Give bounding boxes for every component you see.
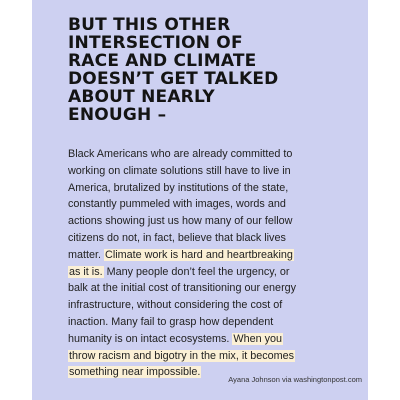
body-text-segment: Black Americans who are already committed to [68, 148, 293, 160]
headline-line: BUT THIS OTHER [68, 15, 231, 35]
body-text-segment: infrastructure, without considering the cost of [68, 299, 283, 312]
body-text-segment: matter. [68, 248, 105, 261]
headline-line: DOESN’T GET TALKED [68, 69, 279, 89]
source-credit: Ayana Johnson via washingtonpost.com [228, 375, 362, 384]
headline-line: ABOUT NEARLY [68, 87, 215, 107]
body-text-segment: actions showing just us how many of our fellow [68, 215, 293, 228]
highlighted-text: something near impossible. [69, 366, 201, 379]
body-line [68, 163, 344, 180]
highlighted-text: When you [233, 332, 283, 345]
body-line [68, 314, 344, 331]
body-text-segment: America, brutalized by institutions of the state, [68, 181, 289, 194]
quote-card [32, 0, 368, 400]
headline-line: RACE AND CLIMATE [68, 51, 257, 71]
body-text-segment: balk at the initial cost of transitioning our energy [68, 282, 297, 295]
body-line [68, 264, 344, 281]
highlighted-text: Climate work is hard and heartbreaking [105, 248, 293, 261]
headline-line: ENOUGH – [68, 105, 167, 125]
body-line [68, 297, 344, 314]
body-text-segment: inaction. Many fail to grasp how dependent [68, 315, 274, 328]
body-line [68, 213, 344, 230]
body-paragraph [68, 146, 344, 381]
highlighted-text: throw racism and bigotry in the mix, it becomes [69, 349, 295, 362]
headline-line: INTERSECTION OF [68, 33, 243, 53]
body-text-segment: citizens do not, in fact, believe that black lives [68, 231, 286, 244]
body-line [68, 196, 344, 213]
body-line [68, 180, 344, 197]
body-text-segment: humanity is on intact ecosystems. [68, 332, 233, 345]
body-line [68, 230, 344, 247]
body-line [68, 146, 344, 163]
body-line [68, 331, 344, 348]
body-text-segment: working on climate solutions still have to live in [68, 164, 291, 177]
body-line [68, 348, 344, 365]
headline [68, 16, 353, 124]
body-line [68, 247, 344, 264]
body-text-segment: constantly pummeled with images, words and [68, 198, 286, 211]
body-text-segment: Many people don’t feel the urgency, or [103, 265, 290, 278]
body-line [68, 280, 344, 297]
highlighted-text: as it is. [69, 265, 103, 278]
